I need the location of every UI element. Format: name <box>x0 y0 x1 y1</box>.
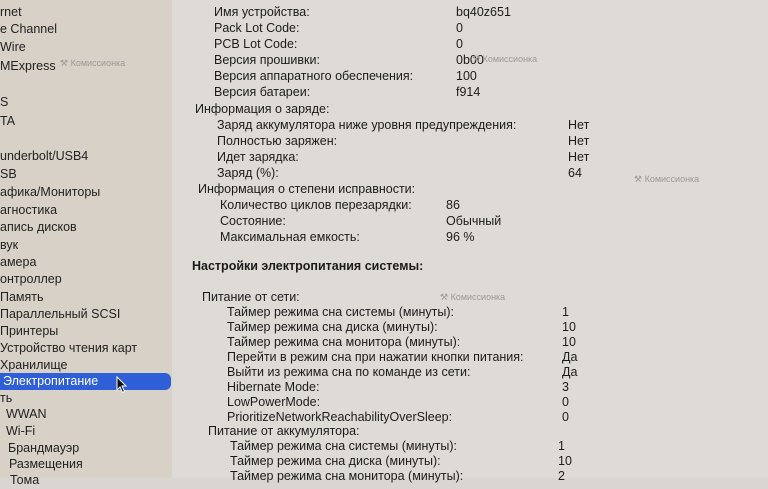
ac-setting-label: Таймер режима сна диска (минуты): <box>227 320 438 334</box>
sidebar-item[interactable]: underbolt/USB4 <box>0 149 89 163</box>
ac-setting-label: Таймер режима сна системы (минуты): <box>227 305 454 319</box>
ac-setting-value: Да <box>562 350 578 364</box>
sidebar-item[interactable]: Брандмауэр <box>8 441 80 455</box>
ac-power-title: Питание от сети: <box>202 290 300 304</box>
hardware-value: 100 <box>456 69 477 83</box>
sidebar-item[interactable]: Хранилище <box>0 358 68 372</box>
ac-setting-value: 10 <box>562 320 576 334</box>
sidebar-item[interactable]: Wire <box>0 40 26 54</box>
sidebar-item[interactable]: Wi-Fi <box>6 424 36 438</box>
ac-setting-value: 1 <box>562 305 569 319</box>
watermark: ⚒ Комиссионка <box>60 58 125 69</box>
sidebar-item[interactable]: афика/Мониторы <box>0 185 101 199</box>
sidebar-item[interactable]: агностика <box>0 203 58 217</box>
sidebar-item[interactable]: Устройство чтения карт <box>0 341 138 355</box>
fully-charged-value: Нет <box>568 134 590 148</box>
max-capacity-value: 96 % <box>446 230 475 244</box>
below-warning-value: Нет <box>568 118 590 132</box>
sidebar-item[interactable]: e Channel <box>0 22 57 36</box>
cycle-count-value: 86 <box>446 198 460 212</box>
firmware-value: 0b00 <box>456 53 484 67</box>
sidebar-item[interactable]: Память <box>0 290 44 304</box>
charging-value: Нет <box>568 150 590 164</box>
battery-version-label: Версия батареи: <box>214 85 311 99</box>
sidebar-item[interactable]: амера <box>0 255 37 269</box>
pack-lot-value: 0 <box>456 21 463 35</box>
sidebar-item[interactable]: вук <box>0 238 19 252</box>
sidebar-item[interactable]: Параллельный SCSI <box>0 307 121 321</box>
sidebar-item[interactable]: MExpress <box>0 59 56 73</box>
sidebar-item[interactable]: Размещения <box>9 457 83 471</box>
battery-power-title: Питание от аккумулятора: <box>208 424 360 438</box>
sidebar-item[interactable]: S <box>0 95 9 109</box>
battery-setting-label: Таймер режима сна монитора (минуты): <box>230 469 464 483</box>
watermark: ⚒ Комиссионка <box>440 292 505 303</box>
device-name-value: bq40z651 <box>456 5 511 19</box>
watermark: ⚒ Комиссионка <box>634 174 699 185</box>
info-panel <box>172 0 768 483</box>
mouse-pointer-icon <box>116 376 128 394</box>
health-info-title: Информация о степени исправности: <box>198 182 416 196</box>
sidebar-item-power[interactable]: Электропитание <box>0 373 171 390</box>
charge-percent-label: Заряд (%): <box>217 166 279 180</box>
ac-setting-value: 0 <box>562 395 569 409</box>
ac-setting-label: Выйти из режима сна по команде из сети: <box>227 365 471 379</box>
firmware-label: Версия прошивки: <box>214 53 320 67</box>
pack-lot-label: Pack Lot Code: <box>214 21 300 35</box>
charge-percent-value: 64 <box>568 166 582 180</box>
ac-setting-value: 10 <box>562 335 576 349</box>
watermark: ⚒ Комиссионка <box>472 54 537 65</box>
sidebar-item[interactable]: Принтеры <box>0 324 59 338</box>
battery-setting-value: 2 <box>558 469 565 483</box>
sidebar-item[interactable]: апись дисков <box>0 220 77 234</box>
battery-version-value: f914 <box>456 85 481 99</box>
condition-label: Состояние: <box>220 214 286 228</box>
hardware-label: Версия аппаратного обеспечения: <box>214 69 414 83</box>
ac-setting-label: LowPowerMode: <box>227 395 321 409</box>
ac-setting-value: Да <box>562 365 578 379</box>
sidebar-item[interactable]: Тома <box>10 473 40 487</box>
cycle-count-label: Количество циклов перезарядки: <box>220 198 412 212</box>
ac-setting-value: 3 <box>562 380 569 394</box>
ac-setting-label: Таймер режима сна монитора (минуты): <box>227 335 461 349</box>
battery-setting-label: Таймер режима сна диска (минуты): <box>230 454 441 468</box>
sidebar-item[interactable]: онтроллер <box>0 272 62 286</box>
condition-value: Обычный <box>446 214 502 228</box>
below-warning-label: Заряд аккумулятора ниже уровня предупреждения: <box>217 118 517 132</box>
sidebar-item[interactable]: ть <box>0 391 13 405</box>
battery-setting-value: 10 <box>558 454 572 468</box>
sidebar-item[interactable]: SB <box>0 167 17 181</box>
battery-setting-label: Таймер режима сна системы (минуты): <box>230 439 457 453</box>
pcb-lot-value: 0 <box>456 37 463 51</box>
device-name-label: Имя устройства: <box>214 5 310 19</box>
battery-setting-value: 1 <box>558 439 565 453</box>
max-capacity-label: Максимальная емкость: <box>220 230 360 244</box>
ac-setting-label: Hibernate Mode: <box>227 380 320 394</box>
ac-setting-label: PrioritizeNetworkReachabilityOverSleep: <box>227 410 453 424</box>
power-settings-title: Настройки электропитания системы: <box>192 259 424 273</box>
charging-label: Идет зарядка: <box>217 150 299 164</box>
ac-setting-value: 0 <box>562 410 569 424</box>
pcb-lot-label: PCB Lot Code: <box>214 37 298 51</box>
charge-info-title: Информация о заряде: <box>195 102 330 116</box>
sidebar-item[interactable]: rnet <box>0 5 22 19</box>
ac-setting-label: Перейти в режим сна при нажатии кнопки питания: <box>227 350 524 364</box>
fully-charged-label: Полностью заряжен: <box>217 134 338 148</box>
sidebar <box>0 0 172 487</box>
sidebar-item[interactable]: WWAN <box>6 407 47 421</box>
sidebar-item[interactable]: TA <box>0 114 16 128</box>
